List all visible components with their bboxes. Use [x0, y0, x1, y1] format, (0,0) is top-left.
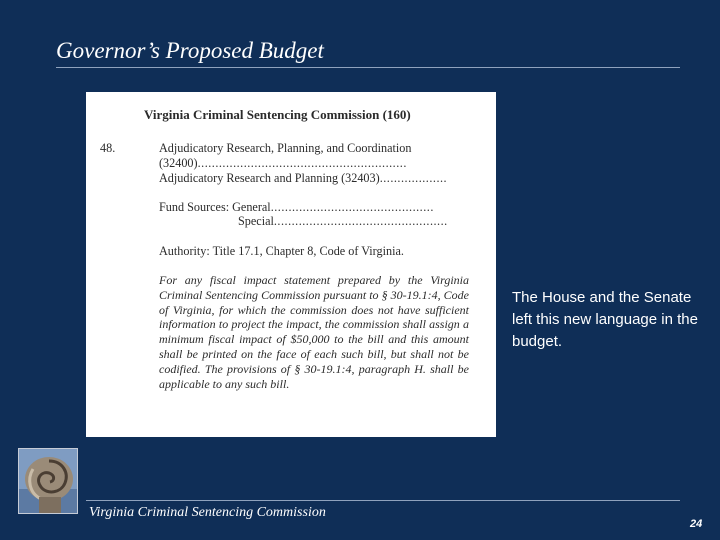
- item-line-1: Adjudicatory Research, Planning, and Coordination: [159, 141, 412, 155]
- dot-leader: ...................: [379, 171, 448, 185]
- item-number: 48.: [100, 141, 116, 155]
- fund-special-label: Special: [238, 214, 274, 228]
- authority-line: Authority: Title 17.1, Chapter 8, Code of Virginia.: [159, 244, 404, 258]
- sculpture-logo: [18, 448, 78, 514]
- dot-leader: ..............................................: [270, 200, 434, 214]
- item-line-2: [159, 156, 407, 171]
- page-number: 24: [690, 518, 703, 530]
- dot-leader: ...........................................................: [197, 156, 407, 170]
- fund-sources-label: Fund Sources: General: [159, 200, 271, 214]
- dot-leader: .................................................: [273, 214, 448, 228]
- side-note: The House and the Senate left this new language in the budget.: [512, 289, 698, 350]
- item-code: (32400): [159, 156, 198, 170]
- sculpture-icon: [19, 449, 77, 513]
- sub-item-label: Adjudicatory Research and Planning (32403): [159, 171, 380, 185]
- footer-divider: [86, 500, 680, 501]
- fund-general-line: [159, 200, 434, 215]
- excerpt-heading: Virginia Criminal Sentencing Commission (160): [144, 107, 411, 122]
- fund-special-line: [238, 214, 448, 229]
- slide-title: Governor’s Proposed Budget: [56, 38, 324, 63]
- budget-excerpt-image: [86, 92, 496, 437]
- title-divider: [56, 67, 680, 68]
- footer-org-name: Virginia Criminal Sentencing Commission: [89, 505, 326, 520]
- item-line-3: [159, 171, 447, 186]
- new-language-paragraph: For any fiscal impact statement prepared by the Virginia Criminal Sentencing Commission pursuant to § 30-19.1:4, Code of Virginia, for which the commission does not have sufficient information to project the impact, the commission shall assign a minimum fiscal impact of $50,000 to the bill and this amount shall be printed on the face of each such bill, but shall not be codified. The provisions of § 30-19.1:4, paragraph H. shall be applicable to any such bill.: [159, 273, 469, 391]
